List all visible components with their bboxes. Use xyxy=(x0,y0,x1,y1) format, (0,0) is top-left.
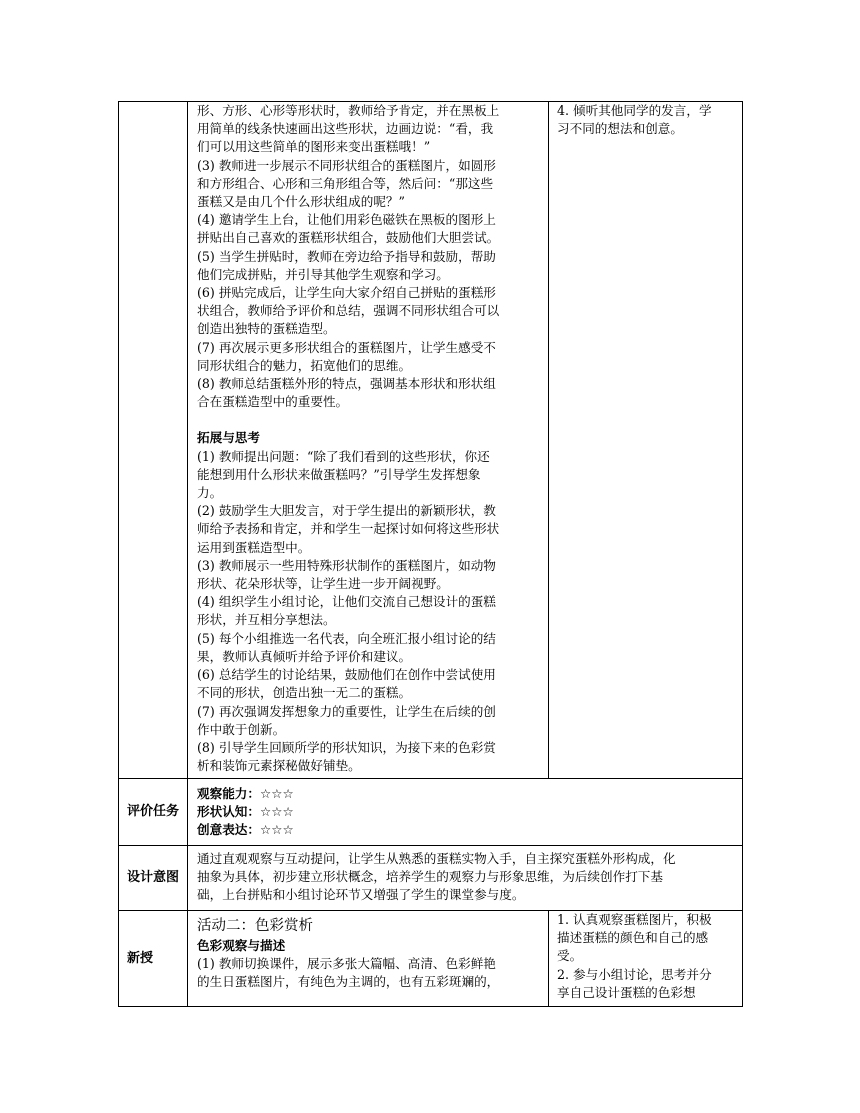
text-line: 通过直观观察与互动提问，让学生从熟悉的蛋糕实物入手，自主探究蛋糕外形构成，化 xyxy=(197,851,676,866)
text-line: (6) 总结学生的讨论结果，鼓励他们在创作中尝试使用 xyxy=(197,667,496,683)
evaluation-content xyxy=(188,779,743,846)
evaluation-label: 评价任务 xyxy=(119,779,188,846)
rating-label: 形状认知： xyxy=(197,804,260,820)
activity-title: 活动二：色彩赏析 xyxy=(197,918,313,934)
text-line: 创造出独特的蛋糕造型。 xyxy=(197,321,336,337)
teacher-activity-cell xyxy=(188,102,549,779)
text-line: 习不同的想法和创意。 xyxy=(557,121,683,137)
star-rating: ☆☆☆ xyxy=(259,786,294,801)
rating-label: 创意表达： xyxy=(197,822,260,838)
text-line: 作中敢于创新。 xyxy=(197,721,286,737)
text-line: 不同的形状，创造出独一无二的蛋糕。 xyxy=(197,685,412,701)
text-line: (4) 组织学生小组讨论，让他们交流自己想设计的蛋糕 xyxy=(197,594,496,610)
rating-item xyxy=(197,785,733,803)
text-line: (1) 教师切换课件，展示多张大篇幅、高清、色彩鲜艳 xyxy=(197,956,496,972)
new-lesson-label: 新授 xyxy=(119,911,188,1007)
text-line: 果，教师认真倾听并给予评价和建议。 xyxy=(197,648,412,664)
rating-label: 观察能力： xyxy=(197,786,260,801)
text-line: 力。 xyxy=(197,485,223,501)
text-line: 合在蛋糕造型中的重要性。 xyxy=(197,394,349,410)
text-line: 4. 倾听其他同学的发言，学 xyxy=(557,103,712,118)
star-rating: ☆☆☆ xyxy=(259,804,294,820)
text-line: 状组合，教师给予评价和总结，强调不同形状组合可以 xyxy=(197,303,500,319)
text-line: 描述蛋糕的颜色和自己的感 xyxy=(557,930,709,946)
text-line: 他们完成拼贴，并引导其他学生观察和学习。 xyxy=(197,266,449,282)
text-line: 享自己设计蛋糕的色彩想 xyxy=(557,984,696,1000)
text-line: (6) 拼贴完成后，让学生向大家介绍自己拼贴的蛋糕形 xyxy=(197,285,496,301)
paragraph-gap xyxy=(197,411,539,429)
text-line: (5) 当学生拼贴时，教师在旁边给予指导和鼓励，帮助 xyxy=(197,248,496,264)
text-line: (8) 教师总结蛋糕外形的特点，强调基本形状和形状组 xyxy=(197,376,496,392)
section-heading: 色彩观察与描述 xyxy=(197,938,286,953)
section-heading: 拓展与思考 xyxy=(197,430,260,446)
text-line: 师给予表扬和肯定，并和学生一起探讨如何将这些形状 xyxy=(197,521,500,537)
rating-item xyxy=(197,803,733,821)
design-intent-row xyxy=(119,846,743,911)
row-label-empty xyxy=(119,102,188,779)
text-line: 抽象为具体，初步建立形状概念，培养学生的观察力与形象思维，为后续创作打下基 xyxy=(197,869,663,885)
text-line: 2. 参与小组讨论，思考并分 xyxy=(557,966,712,982)
text-line: 们可以用这些简单的图形来变出蛋糕哦！” xyxy=(197,139,431,155)
design-intent-label: 设计意图 xyxy=(119,846,188,911)
new-lesson-content xyxy=(188,911,549,1007)
evaluation-row xyxy=(119,779,743,846)
text-line: (3) 教师进一步展示不同形状组合的蛋糕图片，如圆形 xyxy=(197,157,496,173)
text-line: 和方形组合、心形和三角形组合等，然后问：“那这些 xyxy=(197,175,494,191)
design-intent-content xyxy=(188,846,743,911)
text-line: 同形状组合的魅力，拓宽他们的思维。 xyxy=(197,357,412,373)
text-line: 形、方形、心形等形状时，教师给予肯定，并在黑板上 xyxy=(197,103,500,118)
activity-row xyxy=(119,102,743,779)
text-line: (4) 邀请学生上台，让他们用彩色磁铁在黑板的图形上 xyxy=(197,212,496,228)
text-line: (8) 引导学生回顾所学的形状知识，为接下来的色彩赏 xyxy=(197,739,496,755)
text-line: 拼贴出自己喜欢的蛋糕形状组合，鼓励他们大胆尝试。 xyxy=(197,230,500,246)
text-line: (1) 教师提出问题：“除了我们看到的这些形状，你还 xyxy=(197,448,490,464)
text-line: 能想到用什么形状来做蛋糕吗？”引导学生发挥想象 xyxy=(197,466,481,482)
text-line: 形状、花朵形状等，让学生进一步开阔视野。 xyxy=(197,576,449,592)
new-lesson-row xyxy=(119,911,743,1007)
text-line: 的生日蛋糕图片，有纯色为主调的，也有五彩斑斓的， xyxy=(197,974,500,990)
star-rating: ☆☆☆ xyxy=(259,822,294,838)
text-line: (2) 鼓励学生大胆发言，对于学生提出的新颖形状，教 xyxy=(197,503,496,519)
text-line: 础，上台拼贴和小组讨论环节又增强了学生的课堂参与度。 xyxy=(197,887,525,903)
text-line: 运用到蛋糕造型中。 xyxy=(197,539,311,555)
rating-item xyxy=(197,821,733,839)
text-line: (5) 每个小组推选一名代表，向全班汇报小组讨论的结 xyxy=(197,630,496,646)
text-line: (3) 教师展示一些用特殊形状制作的蛋糕图片，如动物 xyxy=(197,557,496,573)
text-line: 用简单的线条快速画出这些形状，边画边说：“看，我 xyxy=(197,121,494,137)
text-line: 形状，并互相分享想法。 xyxy=(197,612,336,628)
text-line: (7) 再次强调发挥想象力的重要性，让学生在后续的创 xyxy=(197,703,496,719)
text-line: (7) 再次展示更多形状组合的蛋糕图片，让学生感受不 xyxy=(197,339,496,355)
text-line: 受。 xyxy=(557,948,583,964)
text-line: 1. 认真观察蛋糕图片，积极 xyxy=(557,912,712,927)
new-lesson-student-cell xyxy=(549,911,743,1007)
student-activity-cell xyxy=(549,102,743,779)
text-line: 析和装饰元素探秘做好铺垫。 xyxy=(197,758,361,774)
text-line: 蛋糕又是由几个什么形状组成的呢？” xyxy=(197,194,405,210)
lesson-plan-table xyxy=(118,101,743,1007)
